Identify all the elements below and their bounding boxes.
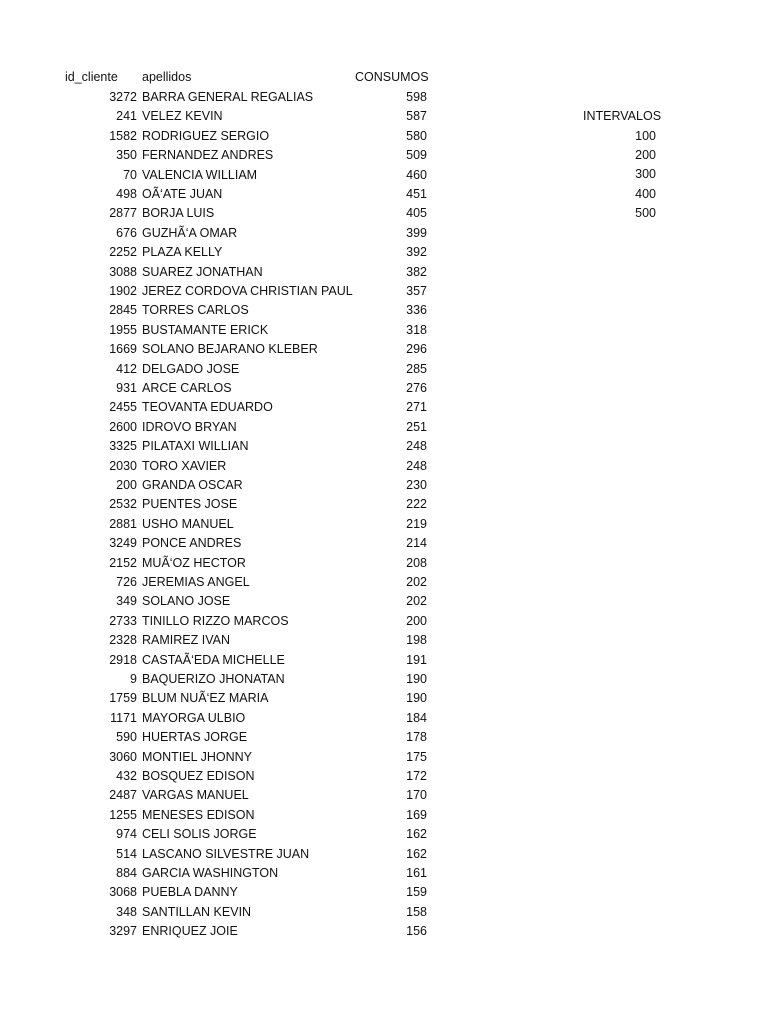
cell-apellidos[interactable]: LASCANO SILVESTRE JUAN [142,846,310,861]
table-row [0,437,768,456]
cell-consumos[interactable]: 276 [406,381,427,395]
table-row [0,398,768,417]
cell-consumos[interactable]: 178 [406,730,427,745]
cell-consumos[interactable]: 392 [406,245,427,260]
table-row [0,748,768,767]
cell-consumos[interactable]: 222 [406,497,427,512]
cell-consumos[interactable]: 336 [406,303,427,318]
cell-apellidos[interactable]: TORO XAVIER [142,458,227,473]
table-row [0,88,768,107]
cell-id-cliente[interactable]: 1582 [109,128,137,143]
cell-apellidos[interactable]: GARCIA WASHINGTON [142,866,279,880]
cell-apellidos[interactable]: BORJA LUIS [142,206,215,221]
table-row [0,263,768,282]
table-row [0,903,768,922]
cell-apellidos[interactable]: TINILLO RIZZO MARCOS [142,613,289,628]
cell-apellidos[interactable]: SUAREZ JONATHAN [142,264,263,279]
table-row [0,573,768,592]
cell-id-cliente[interactable]: 2252 [109,245,137,260]
cell-id-cliente[interactable]: 676 [116,225,137,240]
cell-consumos[interactable]: 159 [406,885,427,900]
cell-apellidos[interactable]: MONTIEL JHONNY [142,749,252,764]
cell-id-cliente[interactable]: 3325 [109,439,137,454]
cell-consumos[interactable]: 271 [406,400,427,415]
cell-apellidos[interactable]: VALENCIA WILLIAM [142,167,258,182]
cell-apellidos[interactable]: PLAZA KELLY [142,245,223,260]
cell-id-cliente[interactable]: 200 [116,478,137,492]
cell-consumos[interactable]: 191 [406,652,427,667]
cell-consumos[interactable]: 399 [406,225,427,240]
table-row [0,243,768,262]
table-row [0,457,768,476]
cell-apellidos[interactable]: VELEZ KEVIN [142,109,223,124]
cell-id-cliente[interactable]: 3060 [109,749,137,764]
cell-id-cliente[interactable]: 2918 [109,652,137,667]
cell-consumos[interactable]: 190 [406,691,427,706]
cell-apellidos[interactable]: ARCE CARLOS [142,381,232,395]
cell-apellidos[interactable]: MENESES EDISON [142,807,255,822]
cell-apellidos[interactable]: PILATAXI WILLIAN [142,439,249,454]
cell-apellidos[interactable]: BARRA GENERAL REGALIAS [142,90,314,104]
cell-apellidos[interactable]: OÃ‘ATE JUAN [142,187,223,201]
cell-apellidos[interactable]: GRANDA OSCAR [142,478,243,492]
cell-apellidos[interactable]: HUERTAS JORGE [142,730,248,745]
cell-apellidos[interactable]: GUZHÃ‘A OMAR [142,225,238,240]
cell-consumos[interactable]: 285 [406,361,427,376]
cell-id-cliente[interactable]: 498 [116,187,137,201]
table-row [0,321,768,340]
cell-consumos[interactable]: 184 [406,710,427,725]
table-row [0,418,768,437]
cell-apellidos[interactable]: BOSQUEZ EDISON [142,769,255,783]
cell-id-cliente[interactable]: 1171 [110,710,137,725]
cell-consumos[interactable]: 451 [406,187,427,201]
cell-apellidos[interactable]: BUSTAMANTE ERICK [142,322,269,337]
cell-id-cliente[interactable]: 1759 [109,691,137,706]
cell-consumos[interactable]: 248 [406,439,427,454]
cell-id-cliente[interactable]: 2845 [109,303,137,318]
cell-id-cliente[interactable]: 974 [116,827,137,842]
cell-consumos[interactable]: 248 [406,458,427,473]
table-row [0,689,768,708]
intervalo-value[interactable]: 200 [635,147,656,162]
cell-consumos[interactable]: 318 [406,322,427,337]
cell-apellidos[interactable]: RAMIREZ IVAN [142,633,230,648]
cell-consumos[interactable]: 161 [406,866,427,880]
cell-apellidos[interactable]: BLUM NUÃ‘EZ MARIA [142,691,269,706]
cell-id-cliente[interactable]: 2487 [109,788,137,803]
cell-id-cliente[interactable]: 2152 [109,555,137,570]
cell-id-cliente[interactable]: 3068 [109,885,137,900]
cell-apellidos[interactable]: TEOVANTA EDUARDO [142,400,273,415]
cell-consumos[interactable]: 382 [406,264,427,279]
table-row [0,728,768,747]
cell-id-cliente[interactable]: 2532 [109,497,137,512]
table-row [0,592,768,611]
cell-id-cliente[interactable]: 350 [116,148,137,163]
cell-consumos[interactable]: 580 [406,128,427,143]
cell-apellidos[interactable]: VARGAS MANUEL [142,788,249,803]
table-row [0,282,768,301]
cell-consumos[interactable]: 230 [406,478,427,492]
table-row [0,554,768,573]
cell-consumos[interactable]: 162 [406,846,427,861]
cell-consumos[interactable]: 251 [406,419,427,434]
cell-id-cliente[interactable]: 348 [116,904,137,919]
cell-consumos[interactable]: 405 [406,206,427,221]
cell-consumos[interactable]: 202 [406,575,427,589]
cell-consumos[interactable]: 175 [406,749,427,764]
table-row [0,709,768,728]
header-id-cliente[interactable]: id_cliente [65,70,118,84]
cell-id-cliente[interactable]: 2877 [109,206,137,221]
intervalo-value[interactable]: 500 [635,206,656,221]
cell-consumos[interactable]: 158 [406,904,427,919]
cell-apellidos[interactable]: RODRIGUEZ SERGIO [142,128,270,143]
cell-consumos[interactable]: 169 [406,807,427,822]
cell-apellidos[interactable]: BAQUERIZO JHONATAN [142,672,285,686]
table-row [0,612,768,631]
cell-id-cliente[interactable]: 3249 [109,536,137,551]
table-row [0,631,768,650]
intervalo-value[interactable]: 100 [635,128,656,143]
cell-id-cliente[interactable]: 412 [116,361,137,376]
cell-apellidos[interactable]: PUEBLA DANNY [142,885,238,900]
cell-apellidos[interactable]: DELGADO JOSE [142,361,240,376]
cell-consumos[interactable]: 190 [406,672,427,686]
cell-id-cliente[interactable]: 70 [123,167,137,182]
cell-consumos[interactable]: 214 [406,536,427,551]
cell-consumos[interactable]: 357 [406,284,427,298]
cell-consumos[interactable]: 219 [406,516,427,531]
table-row [0,883,768,902]
table-row [0,379,768,398]
cell-apellidos[interactable]: MAYORGA ULBIO [142,710,246,725]
cell-id-cliente[interactable]: 1255 [109,807,137,822]
cell-consumos[interactable]: 598 [406,90,427,104]
intervalo-value[interactable]: 300 [635,167,656,182]
cell-consumos[interactable]: 172 [406,769,427,783]
cell-id-cliente[interactable]: 1669 [109,342,137,357]
cell-id-cliente[interactable]: 2328 [109,633,137,648]
cell-apellidos[interactable]: SOLANO JOSE [142,594,231,609]
cell-id-cliente[interactable]: 3272 [109,90,137,104]
cell-id-cliente[interactable]: 2455 [109,400,137,415]
cell-apellidos[interactable]: IDROVO BRYAN [142,419,237,434]
cell-apellidos[interactable]: PUENTES JOSE [142,497,238,512]
cell-id-cliente[interactable]: 9 [130,672,137,686]
header-consumos[interactable]: CONSUMOS [355,70,429,84]
cell-id-cliente[interactable]: 2881 [109,516,137,531]
cell-id-cliente[interactable]: 349 [116,594,137,609]
cell-id-cliente[interactable]: 3088 [109,264,137,279]
cell-id-cliente[interactable]: 1902 [109,284,137,298]
cell-apellidos[interactable]: JEREZ CORDOVA CHRISTIAN PAUL [142,284,353,298]
cell-consumos[interactable]: 208 [406,555,427,570]
table-row [0,515,768,534]
table-row [0,301,768,320]
cell-consumos[interactable]: 296 [406,342,427,357]
cell-id-cliente[interactable]: 884 [116,866,137,880]
table-row [0,806,768,825]
cell-consumos[interactable]: 156 [406,924,427,939]
cell-consumos[interactable]: 202 [406,594,427,609]
table-row [0,476,768,495]
cell-apellidos[interactable]: SANTILLAN KEVIN [142,904,252,919]
cell-apellidos[interactable]: MUÃ‘OZ HECTOR [142,555,246,570]
intervalo-value[interactable]: 400 [635,186,656,201]
table-row [0,922,768,941]
cell-id-cliente[interactable]: 432 [116,769,137,783]
table-row [0,786,768,805]
table-row [0,224,768,243]
cell-consumos[interactable]: 587 [406,109,427,124]
table-row [0,340,768,359]
table-row [0,864,768,883]
table-row [0,534,768,553]
cell-id-cliente[interactable]: 590 [116,730,137,745]
cell-apellidos[interactable]: SOLANO BEJARANO KLEBER [142,342,318,357]
table-row [0,495,768,514]
cell-id-cliente[interactable]: 2600 [109,419,137,434]
cell-apellidos[interactable]: JEREMIAS ANGEL [142,575,250,589]
cell-id-cliente[interactable]: 241 [116,109,137,124]
table-row [0,825,768,844]
table-row [0,670,768,689]
cell-id-cliente[interactable]: 931 [116,381,137,395]
cell-id-cliente[interactable]: 1955 [109,322,137,337]
cell-consumos[interactable]: 198 [406,633,427,648]
cell-id-cliente[interactable]: 2030 [109,458,137,473]
cell-apellidos[interactable]: TORRES CARLOS [142,303,249,318]
header-apellidos[interactable]: apellidos [142,70,192,84]
cell-consumos[interactable]: 460 [406,167,427,182]
cell-id-cliente[interactable]: 514 [116,846,137,861]
cell-consumos[interactable]: 170 [406,788,427,803]
cell-id-cliente[interactable]: 726 [116,575,137,589]
header-row [0,68,768,87]
cell-apellidos[interactable]: CASTAÃ‘EDA MICHELLE [142,652,285,667]
intervalos-header[interactable]: INTERVALOS [583,109,662,123]
cell-consumos[interactable]: 509 [406,148,427,163]
cell-id-cliente[interactable]: 2733 [109,613,137,628]
cell-consumos[interactable]: 162 [406,827,427,842]
cell-apellidos[interactable]: PONCE ANDRES [142,536,242,551]
cell-apellidos[interactable]: FERNANDEZ ANDRES [142,148,274,163]
table-row [0,360,768,379]
cell-apellidos[interactable]: CELI SOLIS JORGE [142,827,257,842]
cell-id-cliente[interactable]: 3297 [109,924,137,939]
cell-consumos[interactable]: 200 [406,613,427,628]
cell-apellidos[interactable]: ENRIQUEZ JOIE [142,924,238,939]
table-row [0,767,768,786]
table-row [0,845,768,864]
table-row [0,651,768,670]
cell-apellidos[interactable]: USHO MANUEL [142,516,234,531]
